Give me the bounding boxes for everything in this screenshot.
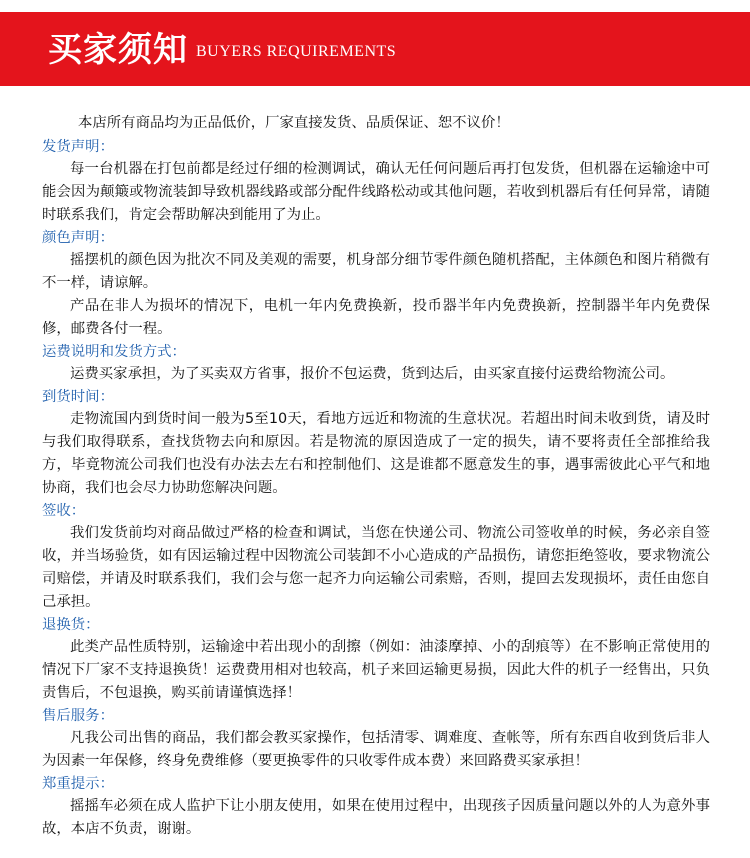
- section-returns: [42, 614, 710, 705]
- section-heading: 运费说明和发货方式：: [42, 344, 186, 360]
- section-arrival: [42, 386, 710, 500]
- section-paragraph: 摇摇车必须在成人监护下让小朋友使用，如果在使用过程中，出现孩子因质量问题以外的人为意外事故，本店不负责，谢谢。: [42, 798, 710, 837]
- intro-text: 本店所有商品均为正品低价，厂家直接发货、品质保证、恕不议价！: [78, 115, 510, 131]
- section-signing: [42, 500, 710, 614]
- section-heading: 退换货：: [42, 617, 100, 633]
- section-color: [42, 227, 710, 341]
- section-warning: [42, 773, 710, 841]
- section-heading: 签收：: [42, 503, 86, 519]
- section-paragraph: 每一台机器在打包前都是经过仔细的检测调试，确认无任何问题后再打包发货，但机器在运输途中可能会因为颠簸或物流装卸导致机器线路或部分配件线路松动或其他问题，若收到机器后有任何异常，请随时联系我们，肯定会帮助解决到能用了为止。: [42, 161, 710, 223]
- section-heading: 发货声明：: [42, 139, 114, 155]
- section-heading: 到货时间：: [42, 389, 114, 405]
- section-paragraph: 摇摆机的颜色因为批次不同及美观的需要，机身部分细节零件颜色随机搭配，主体颜色和图片稍微有不一样，请谅解。: [42, 252, 710, 291]
- section-paragraph: 走物流国内到货时间一般为5至10天，看地方远近和物流的生意状况。若超出时间未收到货，请及时与我们取得联系，查找货物去向和原因。若是物流的原因造成了一定的损失，请不要将责任全部推给我方，毕竟物流公司我们也没有办法去左右和控制他们、这是谁都不愿意发生的事，遇事需彼此心平气和地协商，我们也会尽力协助您解决问题。: [42, 411, 710, 496]
- notice-content: [42, 112, 710, 841]
- section-paragraph: 凡我公司出售的商品，我们都会教买家操作，包括清零、调难度、查帐等，所有东西自收到货后非人为因素一年保修，终身免费维修（要更换零件的只收零件成本费）来回路费买家承担！: [42, 730, 710, 769]
- section-shipping: [42, 136, 710, 227]
- section-paragraph: 产品在非人为损坏的情况下，电机一年内免费换新，投币器半年内免费换新，控制器半年内免费保修，邮费各付一程。: [42, 298, 710, 337]
- section-heading: 颜色声明：: [42, 230, 114, 246]
- banner-title: 买家须知: [48, 30, 188, 70]
- section-after-sales: [42, 705, 710, 773]
- section-heading: 售后服务：: [42, 708, 114, 724]
- section-paragraph: 运费买家承担，为了买卖双方省事，报价不包运费，货到达后，由买家直接付运费给物流公司。: [70, 366, 675, 382]
- header-banner: [0, 0, 750, 86]
- section-paragraph: 此类产品性质特别，运输途中若出现小的刮擦（例如：油漆摩掉、小的刮痕等）在不影响正常使用的情况下厂家不支持退换货！运费费用相对也较高，机子来回运输更易损，因此大件的机子一经售出，只负责售后，不包退换，购买前请谨慎选择！: [42, 639, 710, 701]
- banner-subtitle: BUYERS REQUIREMENTS: [196, 43, 397, 60]
- section-freight: [42, 341, 710, 386]
- section-heading: 郑重提示：: [42, 776, 114, 792]
- section-paragraph: 我们发货前均对商品做过严格的检查和调试，当您在快递公司、物流公司签收单的时候，务必亲自签收，并当场验货，如有因运输过程中因物流公司装卸不小心造成的产品损伤，请您拒绝签收，要求物流公司赔偿，并请及时联系我们，我们会与您一起齐力向运输公司索赔，否则，提回去发现损坏，责任由您自己承担。: [42, 525, 710, 610]
